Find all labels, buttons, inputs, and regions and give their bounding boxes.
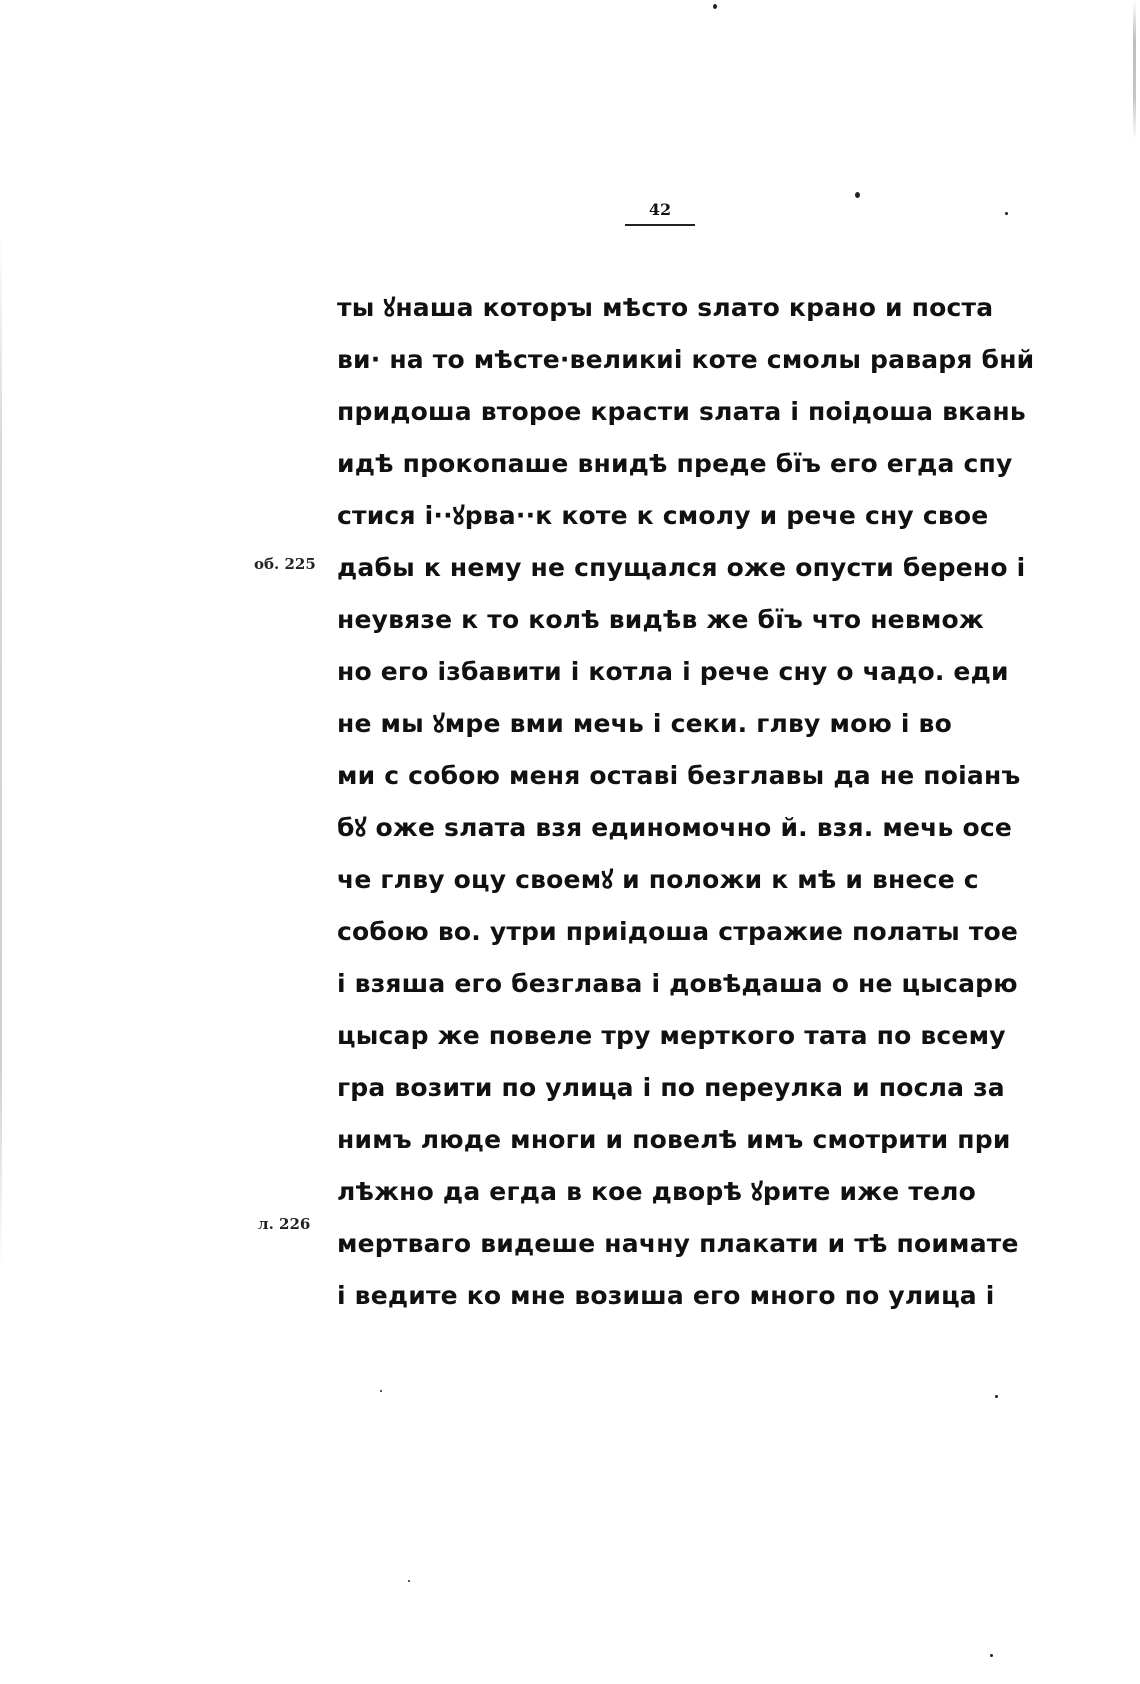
text-line: ви· на то мѣсте·великиі коте смолы раваря бнй — [337, 345, 1035, 374]
text-line: і взяша его безглава і довѣдаша о не цысарю — [337, 969, 1018, 998]
print-speck — [990, 1654, 993, 1657]
page-number-rule — [625, 224, 695, 226]
text-line: придоша второе красти ѕлата і поідоша вкань — [337, 397, 1026, 426]
text-line: мертваго видеше начну плакати и тѣ поимате — [337, 1229, 1019, 1258]
margin-note-folio-226: л. 226 — [258, 1215, 311, 1233]
scan-edge-right — [1133, 0, 1136, 140]
text-line: лѣжно да егда в кое дворѣ ꙋрите иже тело — [337, 1177, 977, 1206]
text-line: цысар же повеле тру мерткого тата по всему — [337, 1021, 1006, 1050]
body-text — [337, 282, 1035, 1322]
text-line: неувязе к то колѣ видѣв же бїъ что невмож — [337, 605, 984, 634]
print-speck — [995, 1395, 998, 1398]
text-line: идѣ прокопаше внидѣ преде бїъ его егда спу — [337, 449, 1013, 478]
page-header — [625, 200, 695, 226]
page-number: 42 — [648, 200, 672, 219]
margin-note-folio-225: об. 225 — [254, 555, 316, 573]
print-speck — [1005, 212, 1008, 215]
text-line: дабы к нему не спущался оже опусти берено і — [337, 553, 1026, 582]
print-speck — [380, 1390, 382, 1392]
text-line: собою во. утри приідоша стражие полаты тое — [337, 917, 1019, 946]
text-line: і ведите ко мне возиша его много по улица і — [337, 1281, 995, 1310]
text-line: но его ізбавити і котла і рече сну о чадо. еди — [337, 657, 1009, 686]
text-line: не мы ꙋмре вми мечь і секи. глву мою і во — [337, 709, 952, 738]
text-line: ми с собою меня оставі безглавы да не поіанъ — [337, 761, 1021, 790]
text-line: нимъ люде многи и повелѣ имъ смотрити при — [337, 1125, 1011, 1154]
text-line: че глву оцу своемꙋ и положи к мѣ и внесе с — [337, 865, 979, 894]
text-line: бꙋ оже ѕлата взя единомочно й. взя. мечь осе — [337, 813, 1012, 842]
text-line: ты ꙋнаша которꙑ мѣсто ѕлато крано и поста — [337, 293, 994, 322]
scan-edge-left — [0, 230, 2, 1270]
text-line: стися і··ꙋрва··к коте к смолу и рече сну свое — [337, 501, 989, 530]
print-speck — [408, 1580, 410, 1582]
print-speck — [855, 192, 860, 198]
print-speck — [713, 4, 717, 9]
text-line: гра возити по улица і по переулка и посла за — [337, 1073, 1005, 1102]
